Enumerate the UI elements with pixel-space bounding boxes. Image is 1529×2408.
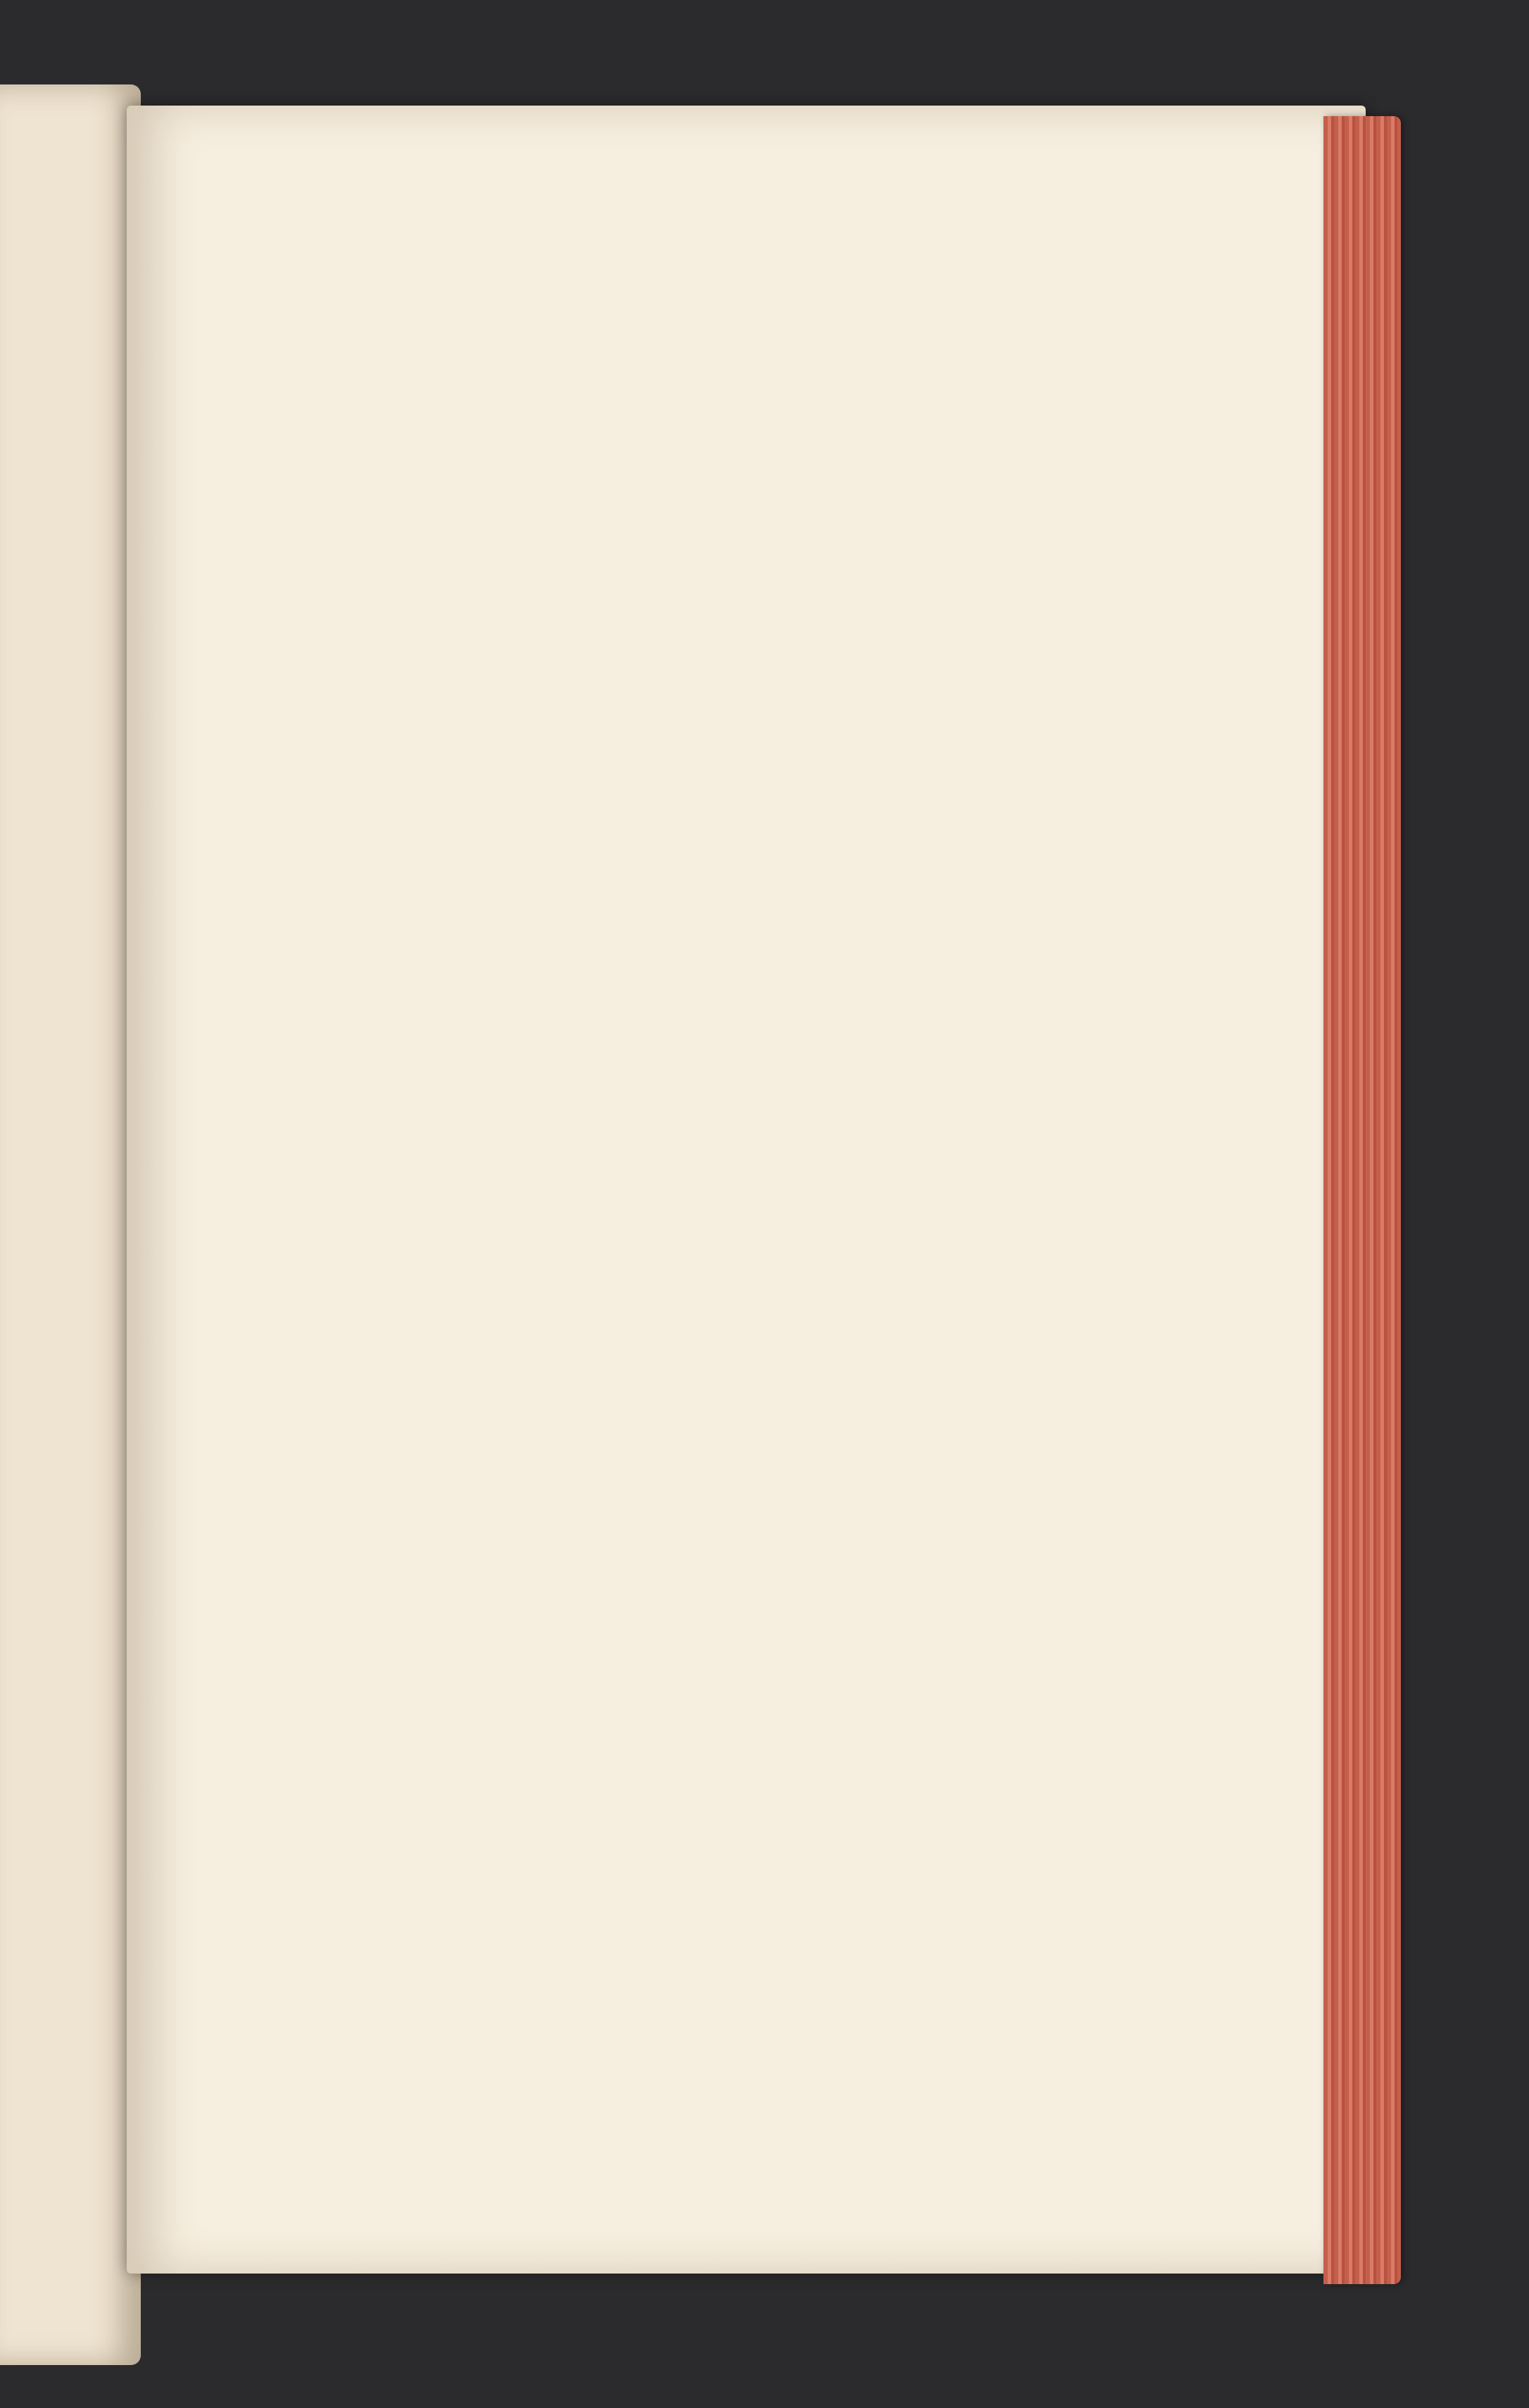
left-page [0,84,141,2365]
right-page [127,106,1366,2274]
page-edge [1323,116,1401,2284]
